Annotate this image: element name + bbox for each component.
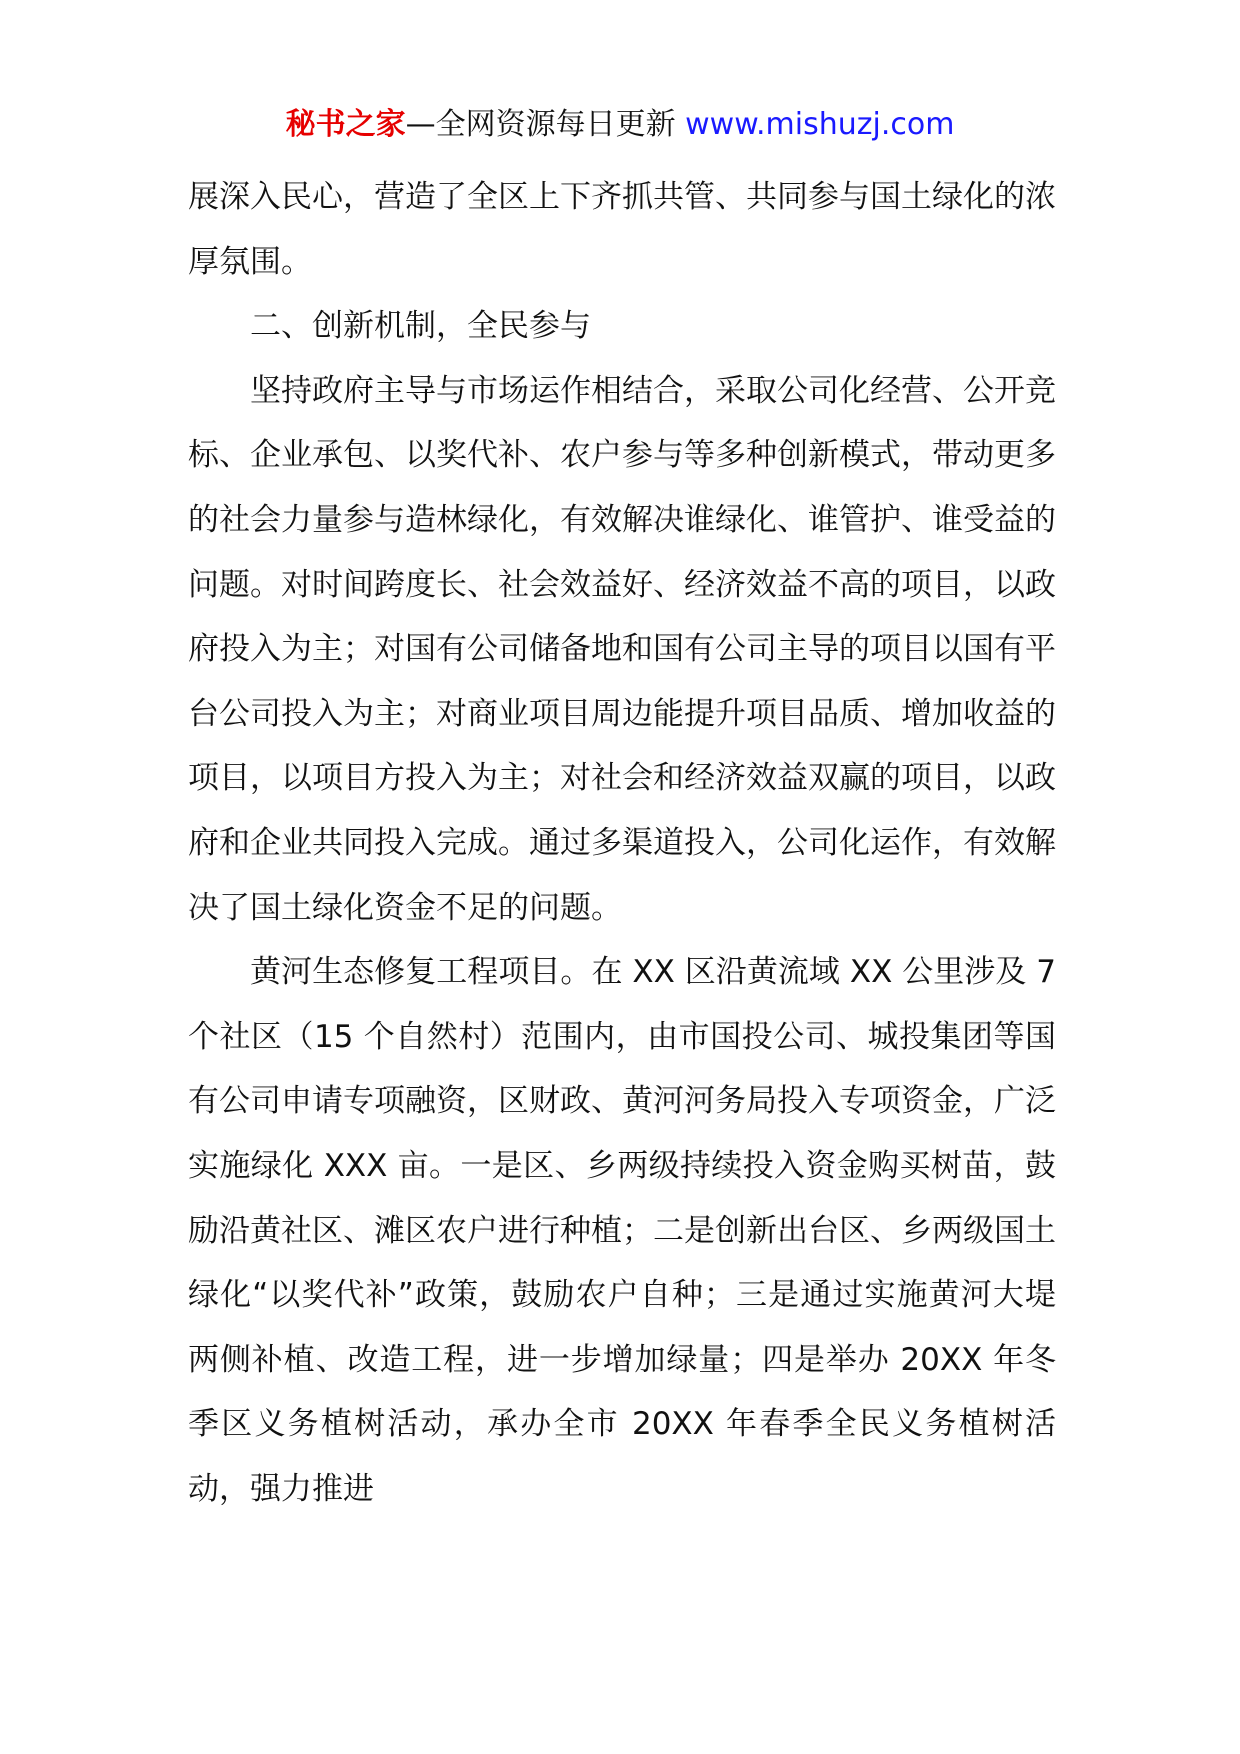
- document-body: [188, 165, 1056, 1521]
- page-header: [0, 102, 1240, 148]
- header-tagline: —全网资源每日更新: [405, 107, 686, 142]
- header-brand: 秘书之家: [285, 107, 406, 142]
- paragraph: 黄河生态修复工程项目。在 XX 区沿黄流域 XX 公里涉及 7 个社区（15 个自然村）范围内，由市国投公司、城投集团等国有公司申请专项融资，区财政、黄河河务局投入专项资金，广泛实施绿化 XXX 亩。一是区、乡两级持续投入资金购买树苗，鼓励沿黄社区、滩区农户进行种植；二是创新出台区、乡两级国土绿化“以奖代补”政策，鼓励农户自种；三是通过实施黄河大堤两侧补植、改造工程，进一步增加绿量；四是举办 20XX 年冬季区义务植树活动，承办全市 20XX 年春季全民义务植树活动，强力推进: [188, 954, 1056, 1507]
- paragraph-continuation: 展深入民心，营造了全区上下齐抓共管、共同参与国土绿化的浓厚氛围。: [188, 179, 1056, 280]
- header-url-link[interactable]: www.mishuzj.com: [685, 107, 955, 142]
- paragraph: 坚持政府主导与市场运作相结合，采取公司化经营、公开竞标、企业承包、以奖代补、农户参与等多种创新模式，带动更多的社会力量参与造林绿化，有效解决谁绿化、谁管护、谁受益的问题。对时间跨度长、社会效益好、经济效益不高的项目，以政府投入为主；对国有公司储备地和国有公司主导的项目以国有平台公司投入为主；对商业项目周边能提升项目品质、增加收益的项目，以项目方投入为主；对社会和经济效益双赢的项目，以政府和企业共同投入完成。通过多渠道投入，公司化运作，有效解决了国土绿化资金不足的问题。: [188, 372, 1056, 926]
- section-heading: 二、创新机制，全民参与: [250, 308, 591, 345]
